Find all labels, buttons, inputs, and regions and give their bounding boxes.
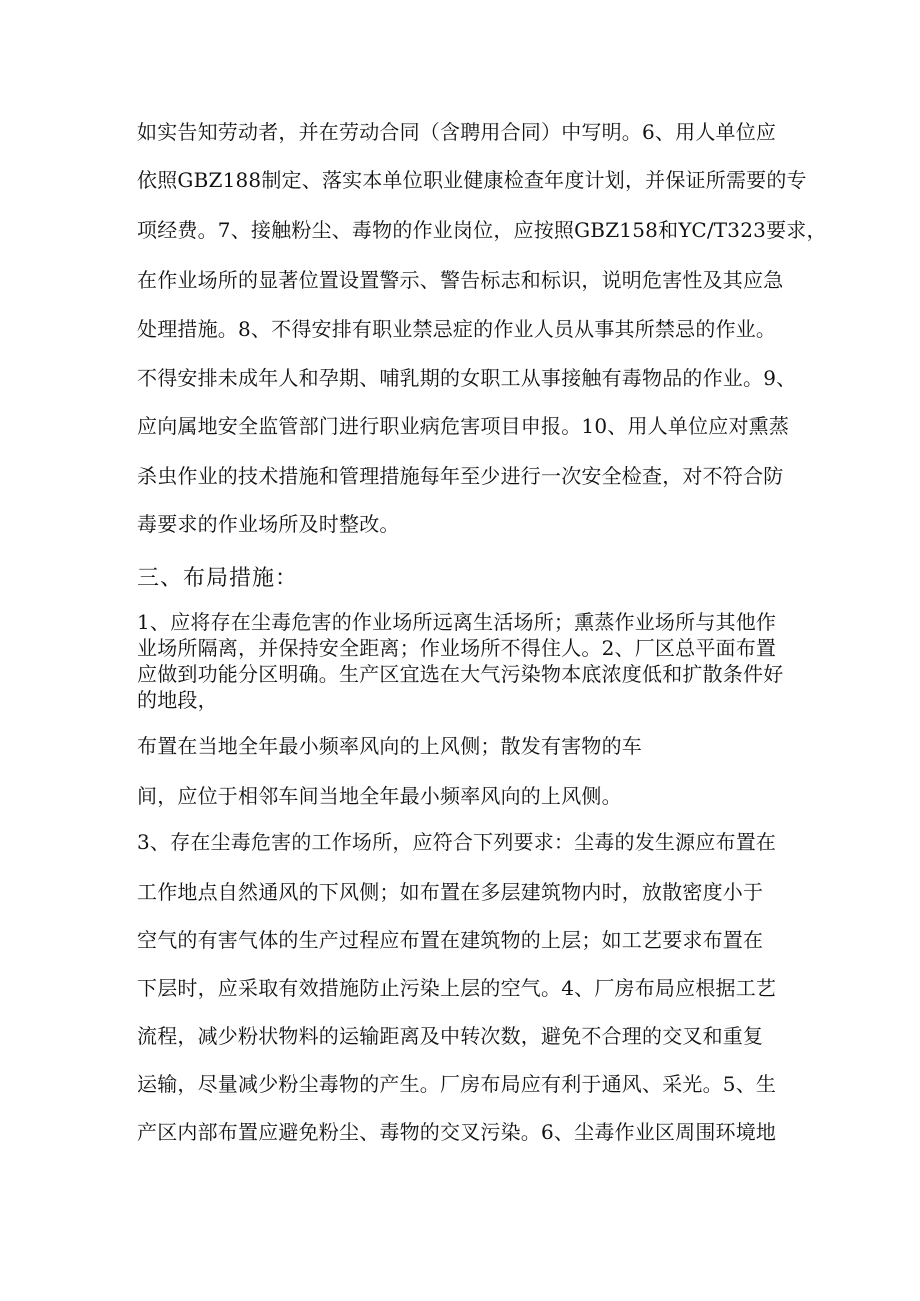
text-line: 如实告知劳动者，并在劳动合同（含聘用合同）中写明。6、用人单位应 [137,120,777,144]
text-line: 在作业场所的显著位置设置警示、警告标志和标识，说明危害性及其应急 [137,268,784,292]
text-line: 3、存在尘毒危害的工作场所，应符合下列要求：尘毒的发生源应布置在 [137,830,777,854]
text-line: 杀虫作业的技术措施和管理措施每年至少进行一次安全检查，对不符合防 [137,464,784,488]
text-line: 业场所隔离，并保持安全距离；作业场所不得住人。2、厂区总平面布置 [137,636,777,660]
text-line: 依照GBZ188制定、落实本单位职业健康检查年度计划，并保证所需要的专 [137,168,807,192]
text-line: 空气的有害气体的生产过程应布置在建筑物的上层；如工艺要求布置在 [137,928,764,952]
text-line: 处理措施。8、不得安排有职业禁忌症的作业人员从事其所禁忌的作业。 [137,317,777,341]
text-line: 不得安排未成年人和孕期、哺乳期的女职工从事接触有毒物品的作业。9、 [137,366,797,390]
text-line: 项经费。7、接触粉尘、毒物的作业岗位，应按照GBZ158和YC/T323要求， [137,218,827,242]
text-line: 应做到功能分区明确。生产区宜选在大气污染物本底浓度低和扩散条件好 [137,662,784,686]
paragraph-3: 布置在当地全年最小频率风向的上风侧；散发有害物的车 [137,734,642,758]
text-line: 下层时，应采取有效措施防止污染上层的空气。4、厂房布局应根据工艺 [137,976,777,1000]
section-heading: 三、布局措施： [137,566,299,591]
text-line: 运输，尽量减少粉尘毒物的产生。厂房布局应有利于通风、采光。5、生 [137,1072,777,1096]
text-line: 1、应将存在尘毒危害的作业场所远离生活场所；熏蒸作业场所与其他作 [137,610,777,634]
text-line: 产区内部布置应避免粉尘、毒物的交叉污染。6、尘毒作业区周围环境地 [137,1120,777,1144]
paragraph-4: 间，应位于相邻车间当地全年最小频率风向的上风侧。 [137,784,622,808]
text-line: 流程，减少粉状物料的运输距离及中转次数，避免不合理的交叉和重复 [137,1024,764,1048]
text-line: 的地段， [137,688,218,712]
text-line: 应向属地安全监管部门进行职业病危害项目申报。10、用人单位应对熏蒸 [137,414,790,438]
text-line: 工作地点自然通风的下风侧；如布置在多层建筑物内时，放散密度小于 [137,880,764,904]
text-line: 毒要求的作业场所及时整改。 [137,512,400,536]
